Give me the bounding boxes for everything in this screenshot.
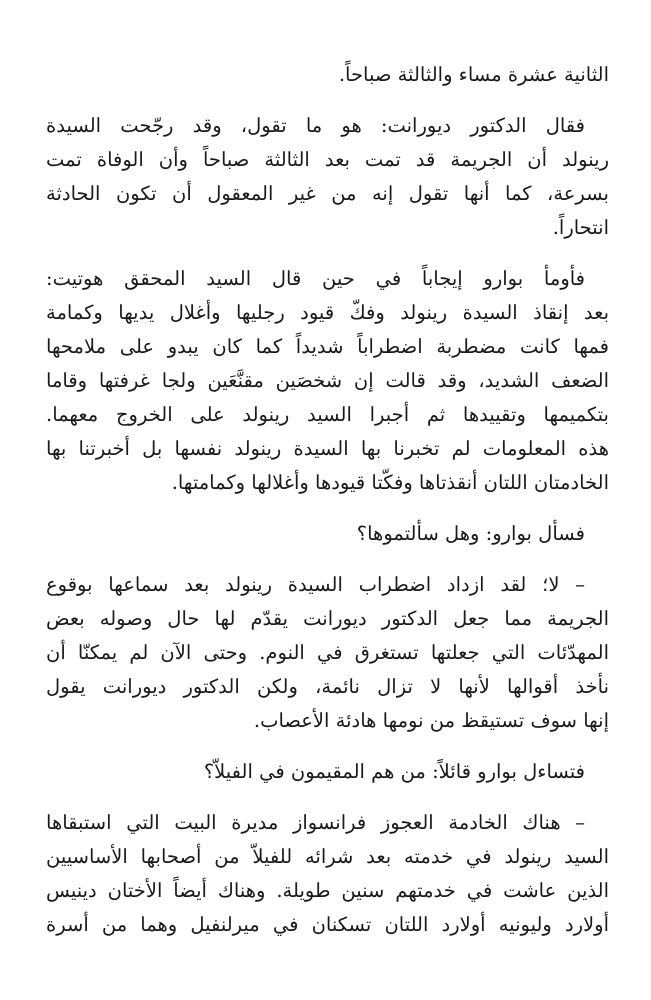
text-line: رينولد أن الجريمة قد تمت بعد الثالثة صباحاً وأن الوفاة تمت: [46, 148, 609, 171]
text-line: فمها كانت مضطربة اضطراباً شديداً كما كان يبدو على ملامحها: [46, 335, 609, 358]
text-line: الضعف الشديد، وقد قالت إن شخصَين مقنَّعَين ولجا غرفتها وقاما: [46, 369, 609, 392]
paragraph: [46, 109, 609, 245]
text-line: الثانية عشرة مساء والثالثة صباحاً.: [338, 63, 609, 86]
text-line: فأومأ بوارو إيجاباً في حين قال السيد المحقق هوتيت:: [46, 267, 585, 290]
text-line: فسأل بوارو: وهل سألتموها؟: [356, 522, 585, 545]
paragraph: [46, 517, 609, 551]
text-line: السيد رينولد في خدمته بعد شرائه للفيلاّ من أصحابها الأساسيين: [46, 845, 609, 868]
text-line: – لا؛ لقد ازداد اضطراب السيدة رينولد بعد سماعها بوقوع: [46, 573, 585, 596]
text-line: الخادمتان اللتان أنقذتاها وفكّتا قيودها وأغلالها وكمامتها.: [171, 471, 609, 494]
paragraph: [46, 568, 609, 738]
text-line: انتحاراً.: [552, 216, 609, 239]
text-line: هذه المعلومات لم تخبرنا بها السيدة رينولد نفسها بل أخبرتنا بها: [46, 437, 609, 460]
paragraph: [46, 755, 609, 789]
paragraph: [46, 58, 609, 92]
text-line: الذين عاشت في خدمتهم سنين طويلة. وهناك أيضاً الأختان دينيس: [46, 879, 609, 902]
text-line: فتساءل بوارو قائلاً: من هم المقيمون في الفيلاّ؟: [203, 760, 585, 783]
text-line: أولارد وليونيه أولارد اللتان تسكنان في ميرلنفيل وهما من أسرة: [46, 913, 609, 936]
paragraph: [46, 806, 609, 942]
text-line: فقال الدكتور ديورانت: هو ما تقول، وقد رجّحت السيدة: [46, 114, 585, 137]
text-line: المهدّئات التي جعلتها تستغرق في النوم. وحتى الآن لم يمكنّا أن: [46, 641, 609, 664]
paragraph: [46, 262, 609, 500]
text-line: إنها سوف تستيقظ من نومها هادئة الأعصاب.: [253, 709, 609, 732]
text-line: نأخذ أقوالها لأنها لا تزال نائمة، ولكن الدكتور ديورانت يقول: [46, 675, 609, 698]
text-line: – هناك الخادمة العجوز فرانسواز مديرة البيت التي استبقاها: [46, 811, 585, 834]
text-line: بسرعة، كما أنها تقول إنه من غير المعقول أن تكون الحادثة: [46, 182, 609, 205]
text-line: بعد إنقاذ السيدة رينولد وفكّ قيود رجليها وأغلال يديها وكمامة: [46, 301, 609, 324]
text-line: بتكميمها وتقييدها ثم أجبرا السيد رينولد على الخروج معهما.: [46, 403, 609, 426]
text-line: الجريمة مما جعل الدكتور ديورانت يقدّم لها حال وصوله بعض: [46, 607, 609, 630]
